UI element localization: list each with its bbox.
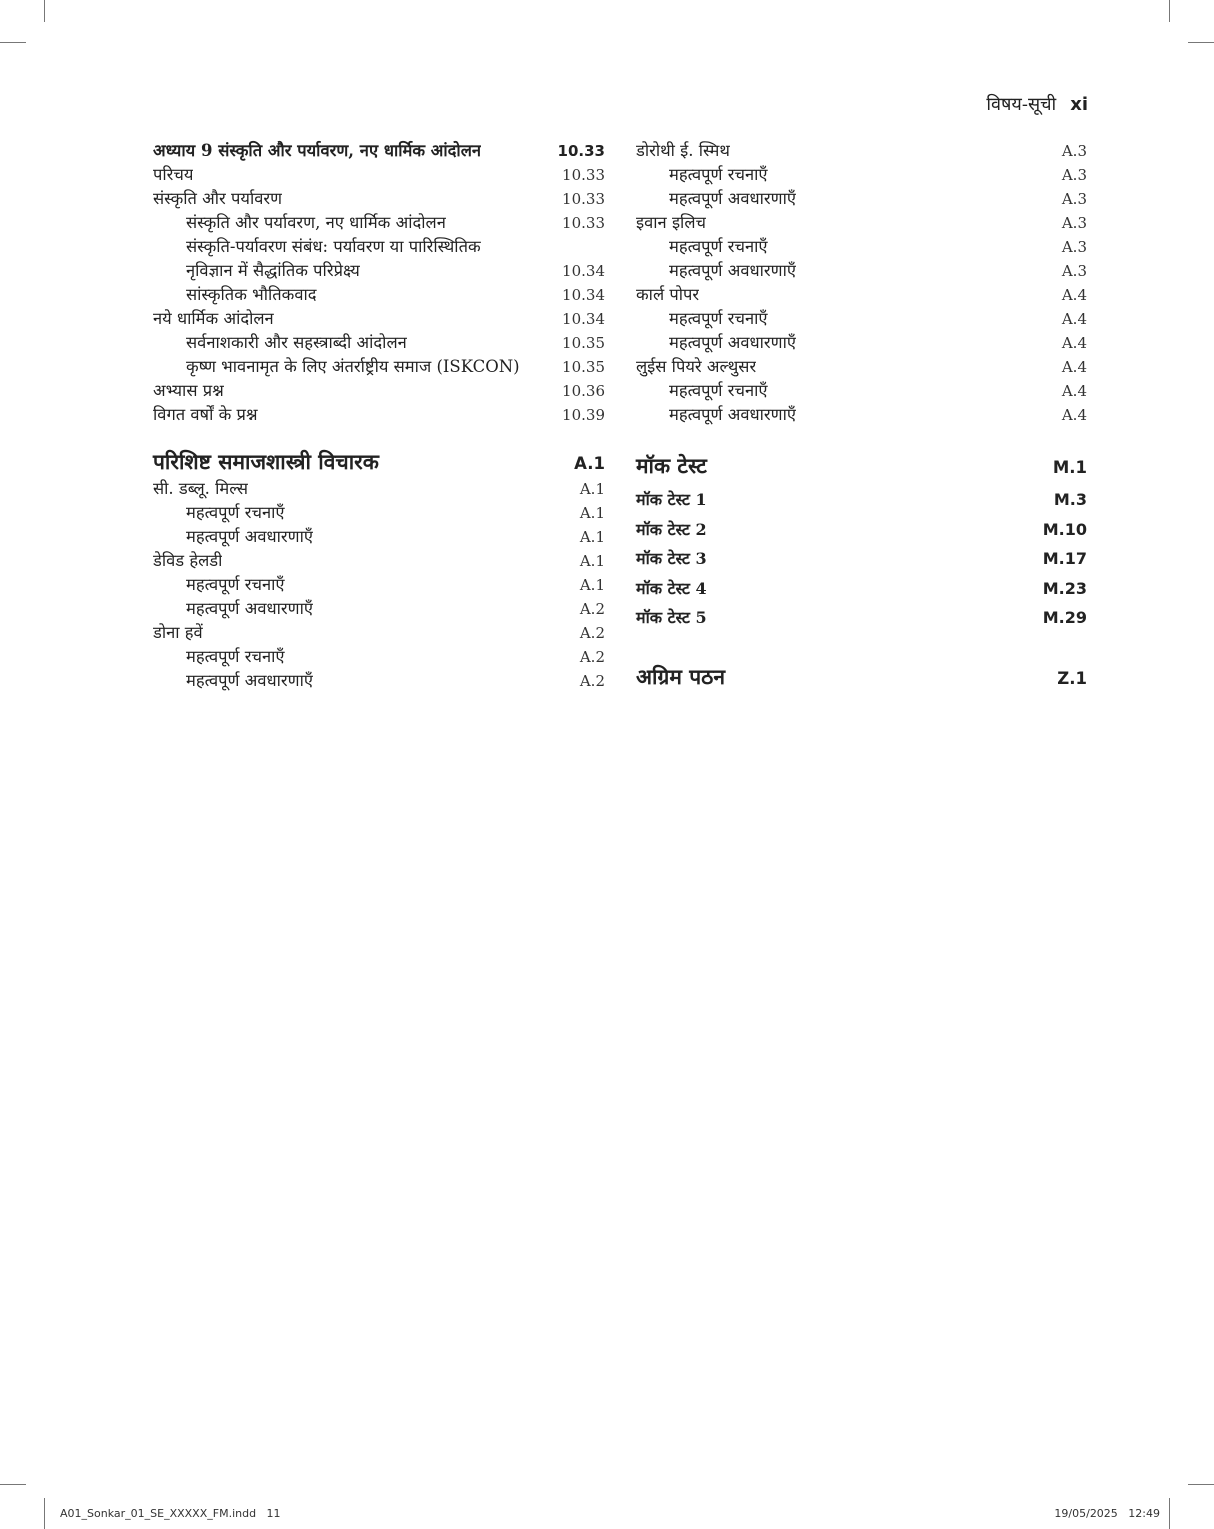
toc-entry[interactable] — [153, 283, 605, 307]
page-number: M.23 — [1042, 578, 1087, 598]
section-heading-row[interactable] — [153, 447, 605, 477]
page-number: 10.34 — [562, 262, 605, 280]
toc-entry[interactable] — [153, 403, 605, 427]
toc-entry[interactable] — [153, 259, 605, 283]
toc-entry[interactable] — [153, 331, 605, 355]
toc-entry[interactable] — [153, 211, 605, 235]
toc-label: परिचय — [153, 165, 194, 184]
page-number: A.3 — [1061, 166, 1087, 184]
page-number: 10.33 — [557, 142, 605, 160]
mock-test-label: मॉक टेस्ट 3 — [636, 549, 707, 568]
toc-label: संस्कृति-पर्यावरण संबंध: पर्यावरण या पारिस्थितिक — [186, 237, 481, 256]
toc-entry[interactable] — [636, 211, 1087, 235]
toc-label: डोरोथी ई. स्मिथ — [636, 141, 730, 160]
mock-test-entry[interactable] — [636, 603, 1087, 633]
toc-entry[interactable] — [636, 307, 1087, 331]
toc-label: अभ्यास प्रश्न — [153, 381, 224, 400]
crop-mark — [1169, 1498, 1170, 1529]
toc-label: महत्वपूर्ण रचनाएँ — [186, 575, 285, 594]
page-number: Z.1 — [1057, 669, 1087, 688]
toc-entry[interactable] — [636, 379, 1087, 403]
toc-entry[interactable] — [636, 163, 1087, 187]
toc-label: महत्वपूर्ण अवधारणाएँ — [669, 261, 796, 280]
toc-entry[interactable] — [153, 355, 605, 379]
slug-filename: A01_Sonkar_01_SE_XXXXX_FM.indd 11 — [60, 1507, 281, 1520]
page-number: A.3 — [1061, 238, 1087, 256]
page-number: 10.33 — [562, 214, 605, 232]
toc-entry[interactable] — [636, 403, 1087, 427]
page-number: M.10 — [1042, 519, 1087, 539]
page-number: A.2 — [579, 648, 605, 666]
crop-mark — [44, 1498, 45, 1529]
toc-entry[interactable] — [636, 235, 1087, 259]
page-number: M.29 — [1042, 608, 1087, 627]
chapter9-block — [153, 139, 605, 427]
toc-entry[interactable] — [153, 235, 605, 259]
page-number: A.1 — [579, 552, 605, 570]
toc-entry[interactable] — [636, 187, 1087, 211]
toc-label: महत्वपूर्ण रचनाएँ — [669, 237, 768, 256]
page-number: 10.34 — [562, 310, 605, 328]
toc-label: कार्ल पोपर — [636, 285, 700, 304]
page-number: M.17 — [1042, 549, 1087, 568]
toc-entry[interactable] — [153, 501, 605, 525]
page-number: A.3 — [1061, 142, 1087, 160]
toc-label: डेविड हेलडी — [153, 551, 223, 570]
page-number: A.1 — [579, 528, 605, 546]
toc-label: महत्वपूर्ण अवधारणाएँ — [669, 189, 796, 208]
toc-label: महत्वपूर्ण अवधारणाएँ — [669, 333, 796, 352]
toc-entry[interactable] — [636, 355, 1087, 379]
page-number: 10.36 — [562, 382, 605, 400]
page-number: 10.35 — [562, 358, 605, 376]
section-heading: परिशिष्ट समाजशास्त्री विचारक — [153, 449, 379, 474]
toc-entry[interactable] — [636, 331, 1087, 355]
mock-block — [636, 451, 1087, 633]
crop-mark — [0, 1484, 26, 1485]
toc-entry[interactable] — [153, 163, 605, 187]
toc-label: महत्वपूर्ण रचनाएँ — [669, 381, 768, 400]
thinkers-block — [636, 139, 1087, 427]
running-title: विषय-सूची — [986, 94, 1057, 115]
section-heading: अग्रिम पठन — [636, 664, 725, 689]
slug-datetime: 19/05/2025 12:49 — [1054, 1507, 1160, 1520]
toc-label: महत्वपूर्ण अवधारणाएँ — [186, 671, 313, 690]
toc-label: नये धार्मिक आंदोलन — [153, 309, 274, 328]
toc-label: नृविज्ञान में सैद्धांतिक परिप्रेक्ष्य — [186, 261, 360, 280]
toc-label: महत्वपूर्ण अवधारणाएँ — [186, 599, 313, 618]
toc-label: डोना हवें — [153, 623, 203, 642]
page-number: A.4 — [1061, 310, 1087, 328]
toc-entry[interactable] — [153, 573, 605, 597]
toc-label: संस्कृति और पर्यावरण, नए धार्मिक आंदोलन — [186, 213, 446, 232]
toc-label: विगत वर्षों के प्रश्न — [153, 405, 258, 424]
page-number: A.3 — [1061, 214, 1087, 232]
toc-entry[interactable] — [636, 283, 1087, 307]
chapter-title: अध्याय 9 संस्कृति और पर्यावरण, नए धार्मिक आंदोलन — [153, 141, 482, 160]
page-number: 10.34 — [562, 286, 605, 304]
page-number: M.1 — [1052, 458, 1087, 477]
crop-mark — [44, 0, 45, 22]
toc-entry[interactable] — [153, 379, 605, 403]
toc-entry[interactable] — [153, 187, 605, 211]
page-number: 10.33 — [562, 190, 605, 208]
page-number: 10.39 — [562, 406, 605, 424]
page-number: A.1 — [574, 454, 605, 473]
crop-mark — [1188, 1484, 1214, 1485]
page-number: 10.35 — [562, 334, 605, 352]
page-number: A.4 — [1061, 382, 1087, 400]
mock-test-label: मॉक टेस्ट 2 — [636, 519, 707, 539]
toc-entry[interactable] — [153, 307, 605, 331]
section-heading: मॉक टेस्ट — [636, 453, 707, 478]
toc-entry[interactable] — [153, 549, 605, 573]
toc-label: कृष्ण भावनामृत के लिए अंतर्राष्ट्रीय समाज (ISKCON) — [186, 357, 520, 376]
section-heading-row[interactable] — [636, 451, 1087, 481]
toc-label: महत्वपूर्ण अवधारणाएँ — [186, 527, 313, 546]
crop-mark — [1188, 42, 1214, 43]
section-heading-row[interactable] — [636, 662, 1087, 692]
toc-entry[interactable] — [636, 139, 1087, 163]
mock-test-label: मॉक टेस्ट 4 — [636, 578, 707, 598]
further-reading-block — [636, 662, 1087, 692]
crop-mark — [0, 42, 26, 43]
mock-test-entry[interactable] — [636, 485, 1087, 515]
mock-test-label: मॉक टेस्ट 5 — [636, 608, 707, 627]
toc-entry[interactable] — [153, 597, 605, 621]
page-number: 10.33 — [562, 166, 605, 184]
mock-test-entry[interactable] — [636, 544, 1087, 574]
appendix-block — [153, 447, 605, 693]
toc-label: महत्वपूर्ण रचनाएँ — [669, 309, 768, 328]
page-number: A.1 — [579, 480, 605, 498]
page-number: A.1 — [579, 576, 605, 594]
chapter-title-row[interactable] — [153, 139, 605, 163]
page-number: A.4 — [1061, 334, 1087, 352]
page-number: M.3 — [1053, 490, 1087, 509]
toc-entry[interactable] — [153, 669, 605, 693]
mock-test-entry[interactable] — [636, 574, 1087, 604]
page-number: A.3 — [1061, 190, 1087, 208]
toc-label: महत्वपूर्ण रचनाएँ — [186, 503, 285, 522]
toc-label: इवान इलिच — [636, 213, 706, 232]
toc-label: सी. डब्लू. मिल्स — [153, 479, 249, 498]
toc-label: सांस्कृतिक भौतिकवाद — [186, 285, 317, 304]
page-number: A.4 — [1061, 406, 1087, 424]
page-number: A.2 — [579, 672, 605, 690]
toc-label: लुईस पियरे अल्थुसर — [636, 357, 757, 376]
crop-mark — [1169, 0, 1170, 22]
toc-entry[interactable] — [636, 259, 1087, 283]
running-head — [986, 92, 1088, 116]
toc-entry[interactable] — [153, 621, 605, 645]
mock-test-entry[interactable] — [636, 515, 1087, 545]
mock-test-label: मॉक टेस्ट 1 — [636, 490, 707, 509]
toc-entry[interactable] — [153, 525, 605, 549]
page-number: A.2 — [579, 600, 605, 618]
toc-label: महत्वपूर्ण अवधारणाएँ — [669, 405, 796, 424]
toc-label: सर्वनाशकारी और सहस्त्राब्दी आंदोलन — [186, 333, 407, 352]
toc-entry[interactable] — [153, 645, 605, 669]
folio-number: xi — [1070, 94, 1088, 115]
page-number: A.2 — [579, 624, 605, 642]
page-number: A.3 — [1061, 262, 1087, 280]
page-number: A.1 — [579, 504, 605, 522]
toc-label: महत्वपूर्ण रचनाएँ — [669, 165, 768, 184]
page-number: A.4 — [1061, 286, 1087, 304]
page-number: A.4 — [1061, 358, 1087, 376]
toc-label: संस्कृति और पर्यावरण — [153, 189, 283, 208]
toc-label: महत्वपूर्ण रचनाएँ — [186, 647, 285, 666]
toc-entry[interactable] — [153, 477, 605, 501]
